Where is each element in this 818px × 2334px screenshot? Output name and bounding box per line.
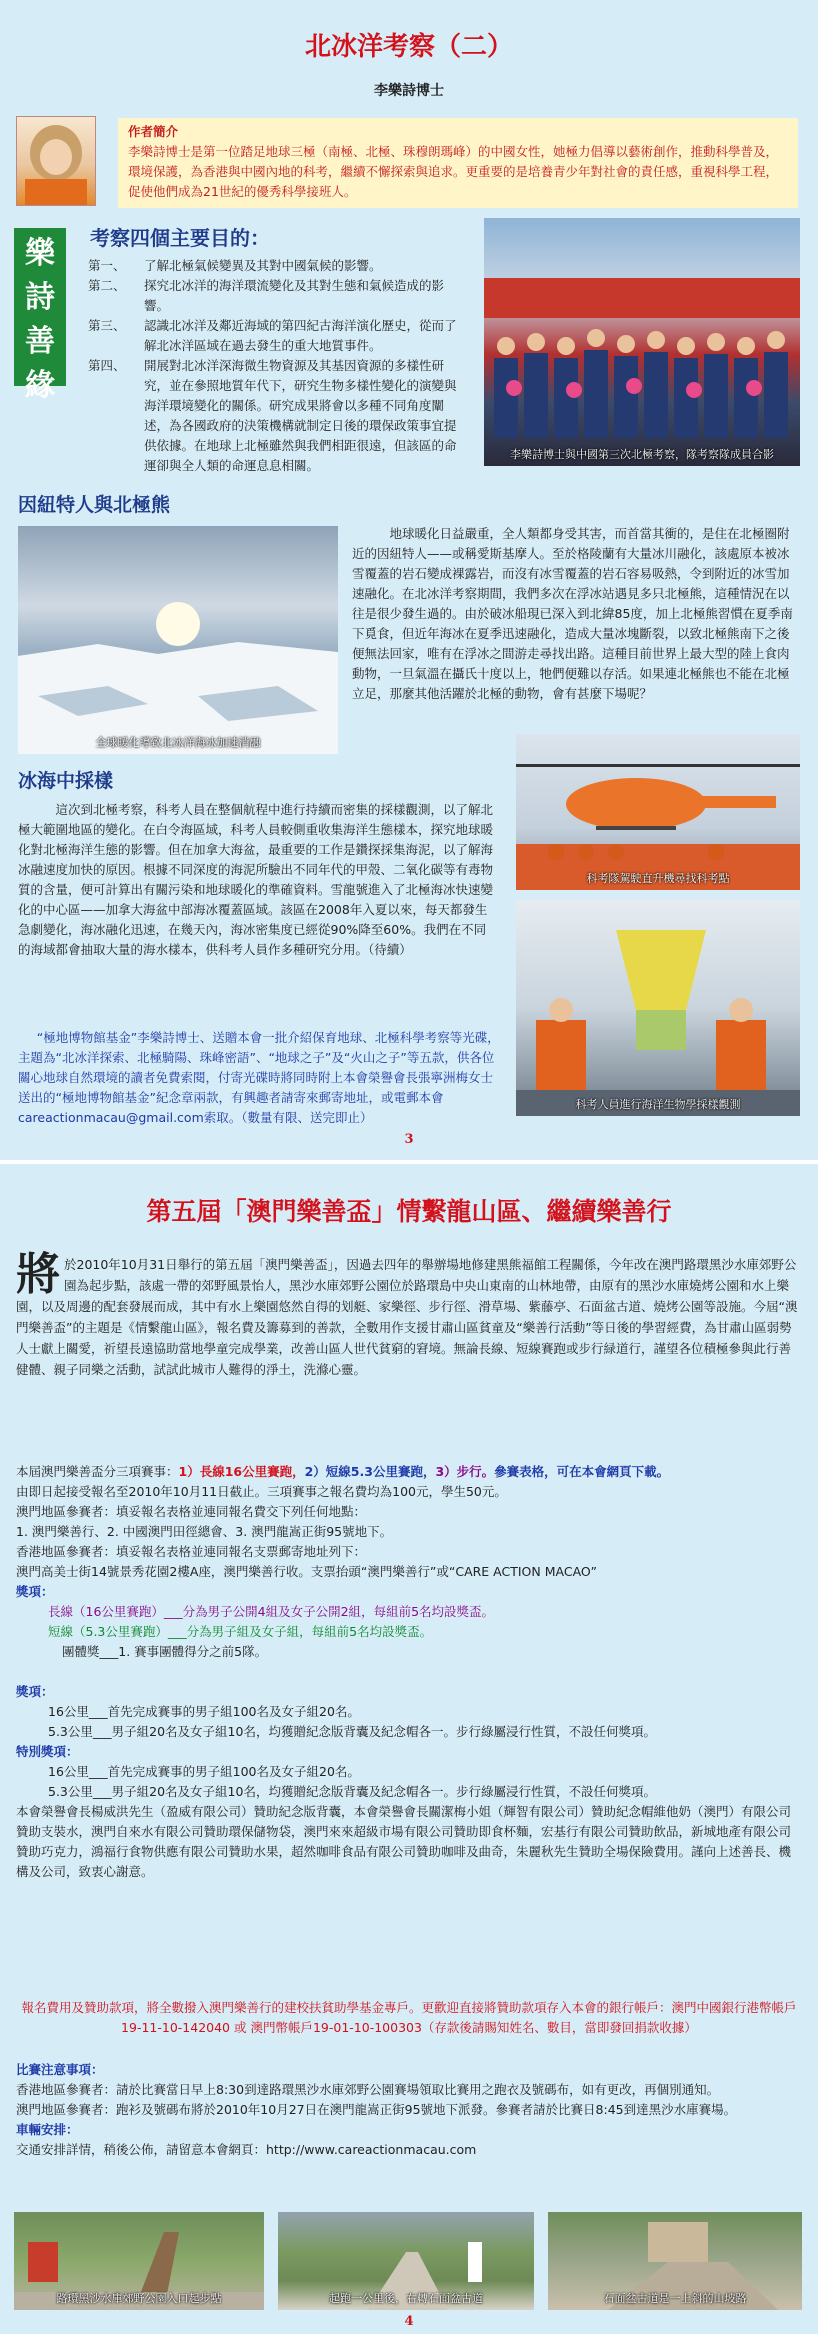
section-text: 地球暖化日益嚴重，全人類都身受其害，而首當其衝的，是住在北極圈附近的因紐特人——或稱愛斯基摩人。至於格陵蘭有大量冰川融化，該處原本被冰雪覆蓋的岩石變成裸露岩，而沒有冰雪覆蓋的岩石容易吸熱，令到附近的冰雪加速融化。在北冰洋考察期間，我們多次在浮冰站遇見多只北極熊，這種情況在以往是很少發生過的。由於破冰船現已深入到北緯85度，加上北極熊習慣在夏季南下覓食，但近年海冰在夏季迅速融化，造成大量冰塊斷裂，以致北極熊南下之後便無法回家，唯有在浮冰之間游走尋找出路。這種目前世界上最大型的陸上食肉動物，一旦氣溫在攝氏十度以上，牠們便難以存活。如果連北極熊也不能在北極立足，那麼其他活躍於北極的動物，會有甚麼下場呢？ [352, 526, 793, 701]
award-line: 長線（16公里賽跑）___分為男子公開4組及女子公開2組，每組前5名均設獎盃。 [48, 1604, 495, 1619]
section-text: 這次到北極考察，科考人員在整個航程中進行持續而密集的採樣觀測，以了解北極大範圍地區的變化。在白令海區域，科考人員較側重收集海洋生態樣本，探究地球暖化對北極海洋生態的影響。但在加拿大海盆，最重要的工作是鑽探採集海泥，以了解海冰融速度加快的原因。根據不同深度的海泥所驗出不同年代的甲殼、二氧化碳等有毒物質的含量，便可計算出有關污染和地球暖化的準確資料。雪龍號進入了北極海冰快速變化的中心區——加拿大海盆中部海冰覆蓋區域。該區在2008年入夏以來，每天都發生急劇變化，海冰融化迅速，在幾天內，海冰密集度已經從90%降至60%。我們在不同的海域都會抽取大量的海水樣本，供科考人員作多種研究分用。（待續） [18, 802, 494, 957]
route-photo [548, 2212, 802, 2310]
banner-char: 詩 [25, 280, 55, 315]
prize-line: 5.3公里___男子組20名及女子組10名，均獲贈紀念版背囊及紀念帽各一。步行綠屬浸行性質，不設任何獎項。 [48, 1724, 656, 1739]
event-intro [16, 1249, 802, 1380]
route-photo [278, 2212, 534, 2310]
photo-caption: 李樂詩博士與中國第三次北極考察，隊考察隊成員合影 [510, 448, 774, 461]
section-heading: 因紐特人與北極熊 [18, 494, 171, 516]
page-number: 4 [404, 2314, 414, 2329]
goals-list [88, 256, 468, 476]
photo-caption: 路環黑沙水庫郊野公園入口起步點 [56, 2292, 222, 2305]
sampling-photo [516, 900, 800, 1116]
page-title: 第五屆「澳門樂善盃」情繫龍山區、繼續樂善行 [146, 1197, 672, 1226]
info-line: 香港地區參賽者：填妥報名表格並連同報名支票郵寄地址列下： [16, 1544, 367, 1559]
intro-heading: 作者簡介 [128, 124, 179, 139]
photo-caption: 全球暖化導致北冰洋海冰加速消融 [95, 736, 261, 749]
banner-char: 樂 [25, 236, 55, 271]
goals-heading: 考察四個主要目的： [90, 226, 270, 250]
event-info [16, 1462, 802, 1882]
author-name: 李樂詩博士 [374, 83, 444, 99]
vertical-banner [14, 228, 66, 403]
photo-caption: 起跑一公里後，右轉石面盆古道 [329, 2292, 483, 2305]
info-line: 1. 澳門樂善行、2. 中國澳門田徑總會、3. 澳門龍嵩正街95號地下。 [16, 1524, 393, 1539]
prizes-heading: 獎項： [16, 1684, 54, 1699]
photo-caption: 科考隊駕駛直升機尋找科考點 [586, 872, 730, 885]
goal-item: 第三、 認識北冰洋及鄰近海域的第四紀古海洋演化歷史，從而了解北冰洋區域在過去發生的重大地質事件。 [88, 318, 457, 353]
prize-line: 16公里___首先完成賽事的男子組100名及女子組20名。 [48, 1704, 360, 1719]
events-line: 本屆澳門樂善盃分三項賽事：1）長線16公里賽跑，2）短線5.3公里賽跑，3）步行。參賽表格，可在本會網頁下載。 [16, 1464, 670, 1479]
route-photo [14, 2212, 264, 2310]
intro-text: 李樂詩博士是第一位踏足地球三極（南極、北極、珠穆朗瑪峰）的中國女性，她極力倡導以藝術創作，推動科學普及，環境保護，為香港與中國內地的科考，繼續不懈探索與追求。更重要的是培養青少年對社會的責任感，重視科學工程，促使他們成為21世紀的優秀科學接班人。 [128, 144, 779, 199]
sea-ice-photo [18, 526, 338, 754]
intro-text: 於2010年10月31日舉行的第五屆「澳門樂善盃」，因過去四年的舉辦場地修建黑熊福館工程關係，今年改在澳門路環黑沙水庫郊野公園為起步點，該處一帶的郊野風景怡人，黑沙水庫郊野公園位於路環島中央山東南的山林地帶，由原有的黑沙水庫燒烤公園和水上樂園，以及周邊的配套發展而成，其中有水上樂園悠然自得的划艇、家樂徑、步行徑、滑草場、紫藤亭、石面盆古道、燒烤公園等設施。今屆“澳門樂善盃”的主題是《情繫龍山區》，報名費及籌募到的善款，全數用作支援甘肅山區貧童及“樂善行活動”等日後的學習經費，為甘肅山區弱勢人士獻上關愛，祈望長遠協助當地學童完成學業，改善山區人世代貧窮的窘境。無論長線、短線賽跑或步行緑道行，謹望各位積極參與此行善健體、親子同樂之活動，試試此城市人難得的淨土，洗滌心靈。 [16, 1257, 798, 1377]
note-line: 澳門地區參賽者：跑衫及號碼布將於2010年10月27日在澳門龍嵩正街95號地下派發。參賽者請於比賽日8:45到達黑沙水庫賽場。 [16, 2102, 737, 2117]
note-line: 香港地區參賽者：請於比賽當日早上8:30到達路環黑沙水庫郊野公園賽場領取比賽用之跑衣及號碼布，如有更改，再個別通知。 [16, 2082, 720, 2097]
goal-item: 第四、 開展對北冰洋深海微生物資源及其基因資源的多樣性研究，並在參照地質年代下，研究生物多樣性變化的演變與海洋環境變化的關係。研究成果將會以多種不同角度闡述，為各國政府的決策機構就制定日後的環保政策事宜提供依據。在地球上北極雖然與我們相距很遠，但該區的命運卻與全人類的命運息息相關。 [88, 358, 457, 473]
award-line: 短線（5.3公里賽跑）___分為男子組及女子組，每組前5名均設獎盃。 [48, 1624, 433, 1639]
prize-line: 16公里___首先完成賽事的男子組100名及女子組20名。 [48, 1764, 360, 1779]
bank-notice: 報名費用及贊助款項，將全數撥入澳門樂善行的建校扶貧助學基金專戶。更歡迎直接將贊助款項存入本會的銀行帳戶：澳門中國銀行港幣帳戶19-11-10-142040 或 澳門幣帳戶19-01-10-100303（存款後請賜知姓名、數目，當即發回捐款收據） [21, 2000, 797, 2035]
special-heading: 特別獎項： [16, 1744, 79, 1759]
info-line: 澳門地區參賽者：填妥報名表格並連同報名費交下列任何地點： [16, 1504, 367, 1519]
photo-caption: 科考人員進行海洋生物學採樣觀測 [575, 1098, 741, 1111]
transport-text: 交通安排詳情，稍後公佈，請留意本會網頁：http://www.careactionmacau.com [16, 2142, 477, 2157]
photo-caption: 石面盆古道是一上斜的山坡路 [603, 2292, 747, 2305]
banner-char: 善 [25, 324, 55, 359]
notes-heading: 比賽注意事項： [16, 2062, 104, 2077]
expedition-group-photo [484, 218, 800, 466]
notes-block [16, 2060, 802, 2160]
helicopter-photo [516, 734, 800, 890]
dropcap: 將 [16, 1249, 60, 1300]
page-title: 北冰洋考察（二） [304, 32, 513, 62]
info-line: 由即日起接受報名至2010年10月11日截止。三項賽事之報名費均為100元，學生50元。 [16, 1484, 507, 1499]
author-photo [16, 116, 96, 206]
prize-line: 5.3公里___男子組20名及女子組10名，均獲贈紀念版背囊及紀念帽各一。步行綠屬浸行性質，不設任何獎項。 [48, 1784, 656, 1799]
author-intro-box [118, 118, 798, 208]
banner-char: 緣 [25, 368, 55, 403]
goal-item: 第二、 探究北冰洋的海洋環流變化及其對生態和氣候造成的影響。 [88, 278, 445, 313]
info-line: 澳門高美士街14號景秀花園2樓A座，澳門樂善行收。支票抬頭“澳門樂善行”或“CARE ACTION MACAO” [16, 1564, 597, 1579]
page-number: 3 [404, 1132, 414, 1147]
awards-heading: 獎項： [16, 1584, 54, 1599]
section-heading: 冰海中採樣 [18, 770, 114, 792]
transport-heading: 車輛安排： [16, 2122, 79, 2137]
page-3 [0, 0, 818, 1160]
sponsor-text: 本會榮譽會長楊威洪先生（盈威有限公司）贊助紀念版背囊，本會榮譽會長關潔梅小姐（輝智有限公司）贊助紀念帽維他奶（澳門）有限公司贊助支裝水，澳門自來水有限公司贊助環保儲物袋，澳門來來超級市場有限公司贊助即食杯麵，宏基行有限公司贊助飲品，新城地產有限公司贊助巧克力，鴻福行食物供應有限公司贊助水果，超然咖啡食品有限公司贊助咖啡及曲奇，朱麗秋先生贊助全場保險費用。謹向上述善長、機構及公司，致衷心謝意。 [16, 1804, 792, 1879]
foundation-notice: “極地博物館基金”李樂詩博士、送贈本會一批介紹保育地球、北極科學考察等光碟，主題為“北冰洋探索、北極騎陽、珠峰密語”、“地球之子”及“火山之子”等五款，供各位關心地球自然環境的讀者免費索閱，付寄光碟時將同時附上本會榮譽會長張寧洲梅女士送出的“極地博物館基金”紀念章兩款，有興趣者請寄來郵寄地址，或電郵本會careactionmacau@gmail.com索取。（數量有限、送完即止） [18, 1030, 500, 1125]
award-line: 團體獎___1. 賽事團體得分之前5隊。 [62, 1644, 268, 1659]
goal-item: 第一、 了解北極氣候變異及其對中國氣候的影響。 [88, 258, 382, 273]
page-4 [0, 1164, 818, 2334]
